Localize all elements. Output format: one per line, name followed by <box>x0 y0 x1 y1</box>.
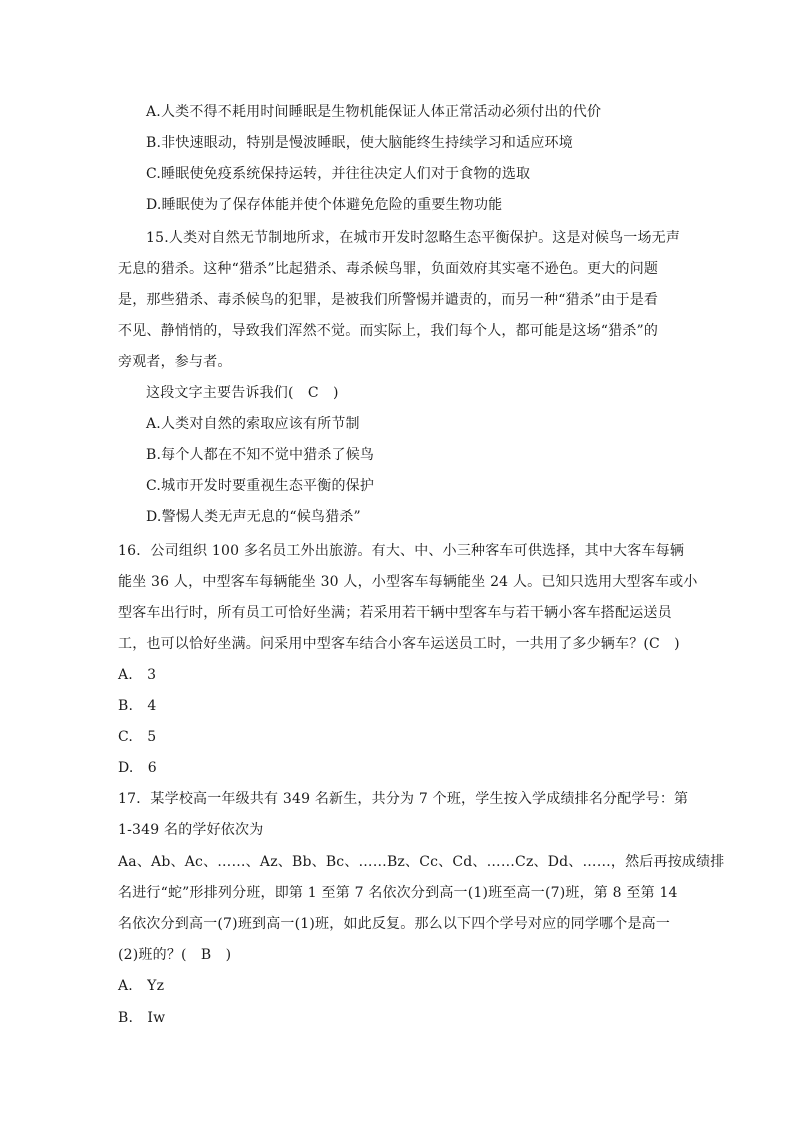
q17-text-line: 17．某学校高一年级共有 349 名新生，共分为 7 个班，学生按入学成绩排名分配学号：第 <box>118 791 689 807</box>
q17-text-line: (2)班的？( B ) <box>118 947 232 963</box>
q16-text-line: 16．公司组织 100 多名员工外出旅游。有大、中、小三种客车可供选择，其中大客车每辆 <box>118 543 685 559</box>
q14-option-b: B.非快速眼动，特别是慢波睡眠，使大脑能终生持续学习和适应环境 <box>146 135 573 151</box>
q16-text-line: 型客车出行时，所有员工可恰好坐满；若采用若干辆中型客车与若干辆小客车搭配运送员 <box>118 605 672 621</box>
q14-option-c: C.睡眠使免疫系统保持运转，并往往决定人们对于食物的选取 <box>146 166 531 182</box>
q15-option-c: C.城市开发时要重视生态平衡的保护 <box>146 478 375 494</box>
q17-option-a: A. Yz <box>118 978 165 994</box>
q16-option-a: A. 3 <box>118 667 157 683</box>
q17-text-line: 名进行“蛇”形排列分班，即第 1 至第 7 名依次分到高一(1)班至高一(7)班，第 8 至第 14 <box>118 885 678 901</box>
q14-option-d: D.睡眠使为了保存体能并使个体避免危险的重要生物功能 <box>146 197 503 213</box>
q15-option-a: A.人类对自然的索取应该有所节制 <box>146 416 360 432</box>
q15-text-line: 旁观者，参与者。 <box>118 354 232 370</box>
q15-question: 这段文字主要告诉我们( C ) <box>146 385 339 401</box>
q15-option-d: D.警惕人类无声无息的“候鸟猎杀” <box>146 509 361 525</box>
q15-text-line: 不见、静悄悄的，导致我们浑然不觉。而实际上，我们每个人，都可能是这场“猎杀”的 <box>118 323 659 339</box>
q15-option-b: B.每个人都在不知不觉中猎杀了候鸟 <box>146 447 375 463</box>
q15-text-line: 15.人类对自然无节制地所求，在城市开发时忽略生态平衡保护。这是对候鸟一场无声 <box>146 230 681 246</box>
q15-text-line: 无息的猎杀。这种“猎杀”比起猎杀、毒杀候鸟罪，负面效府其实毫不逊色。更大的问题 <box>118 261 659 277</box>
q17-text-line: 名依次分到高一(7)班到高一(1)班，如此反复。那么以下四个学号对应的同学哪个是高一 <box>118 916 671 932</box>
q17-text-line: Aa、Ab、Ac、……、Az、Bb、Bc、……Bz、Cc、Cd、……Cz、Dd、……，然后再按成绩排 <box>118 854 725 870</box>
q17-text-line: 1-349 名的学好依次为 <box>118 822 264 838</box>
q16-text-line: 工，也可以恰好坐满。问采用中型客车结合小客车运送员工时，一共用了多少辆车？(C ) <box>118 636 680 652</box>
q17-option-b: B. Iw <box>118 1010 166 1026</box>
q16-text-line: 能坐 36 人，中型客车每辆能坐 30 人，小型客车每辆能坐 24 人。已知只选用大型客车或小 <box>118 574 698 590</box>
q15-text-line: 是，那些猎杀、毒杀候鸟的犯罪，是被我们所警惕并谴责的，而另一种“猎杀”由于是看 <box>118 292 659 308</box>
q16-option-d: D. 6 <box>118 760 157 776</box>
q16-option-c: C. 5 <box>118 729 157 745</box>
q14-option-a: A.人类不得不耗用时间睡眠是生物机能保证人体正常活动必须付出的代价 <box>146 104 602 120</box>
q16-option-b: B. 4 <box>118 698 157 714</box>
